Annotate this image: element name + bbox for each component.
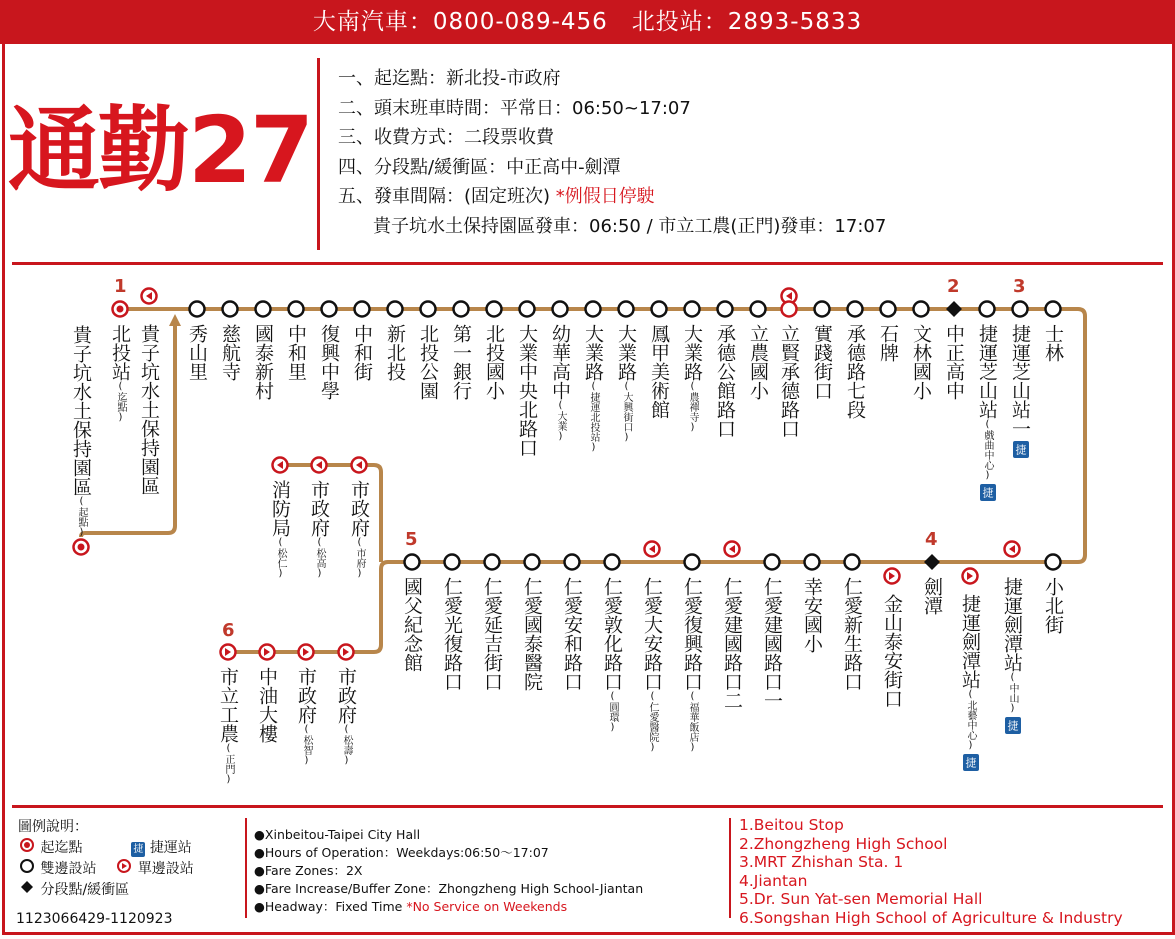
stop-name: 消防局 — [269, 480, 291, 537]
stop-label — [910, 324, 932, 400]
route-title: 通勤27 — [8, 97, 313, 204]
stop-label — [811, 324, 833, 400]
stop-name: 市政府 — [335, 667, 357, 724]
stop-name: 仁愛國泰醫院 — [521, 577, 543, 691]
stop-two-way — [805, 555, 820, 570]
mrt-station-icon: 捷 — [133, 844, 144, 855]
stop-sub: (戲曲中心) — [982, 419, 993, 481]
stop-label — [186, 324, 208, 381]
stop-label — [483, 324, 505, 400]
stop-name: 幸安國小 — [801, 577, 823, 653]
stop-two-way — [388, 302, 403, 317]
english-line: ●Xinbeitou-Taipei City Hall — [254, 827, 421, 842]
stop-name: 慈航寺 — [219, 324, 241, 381]
stop-name: 大業路 — [615, 324, 637, 381]
stop-label — [335, 667, 357, 766]
bottom-divider — [12, 805, 1163, 808]
stop-two-way — [652, 302, 667, 317]
stop-two-way — [685, 302, 700, 317]
stop-label — [841, 577, 863, 691]
stop-name: 市立工農 — [217, 667, 239, 743]
stop-label — [285, 324, 307, 381]
stop-two-way — [485, 555, 500, 570]
stop-two-way — [718, 302, 733, 317]
stop-label — [561, 577, 583, 691]
stop-sub: (正門) — [223, 743, 234, 785]
stop-name: 承德公館路口 — [714, 324, 736, 438]
stop-sub: (農禪寺) — [687, 381, 698, 433]
legend-title: 圖例說明： — [18, 819, 88, 835]
stop-name: 北投站 — [109, 324, 131, 381]
stop-label — [1042, 577, 1064, 634]
legend-mrt-label: 捷運站 — [149, 840, 192, 856]
landmark-number: 1 — [114, 276, 127, 297]
landmark-note: 4.Jiantan — [739, 871, 808, 890]
stop-name: 立農國小 — [747, 324, 769, 400]
stop-name: 北投國小 — [483, 324, 505, 400]
stop-name: 大業路 — [582, 324, 604, 381]
info-line: 三、收費方式：二段票收費 — [338, 127, 554, 148]
mrt-station-icon: 捷 — [980, 484, 996, 501]
stop-label — [615, 324, 637, 443]
stop-label — [844, 324, 866, 419]
stop-sub: (起點) — [76, 496, 87, 538]
stop-label — [217, 667, 239, 785]
stop-two-way — [445, 555, 460, 570]
stop-label — [516, 324, 538, 457]
english-info — [254, 826, 643, 916]
stop-name: 實踐街口 — [811, 324, 833, 400]
route-arrow — [169, 314, 181, 326]
stop-name: 國父紀念館 — [401, 577, 423, 672]
info-line: 一、起迄點：新北投-市政府 — [338, 68, 561, 89]
stop-label — [1042, 324, 1064, 362]
stop-name: 承德路七段 — [844, 324, 866, 419]
stop-name: 捷運劍潭站 — [1001, 577, 1023, 672]
stop-label — [401, 577, 423, 672]
stop-label — [877, 324, 899, 362]
stop-two-way — [619, 302, 634, 317]
landmark-number: 4 — [925, 529, 938, 550]
stop-sub: (北藝中心) — [965, 689, 976, 751]
stop-two-way — [605, 555, 620, 570]
stop-label — [417, 324, 439, 400]
legend-two-way-label: 雙邊設站 — [40, 861, 97, 877]
landmark-note: 2.Zhongzheng High School — [739, 834, 948, 853]
stop-two-way — [190, 302, 205, 317]
english-headway-note: *No Service on Weekends — [406, 899, 568, 914]
mrt-station-icon: 捷 — [963, 754, 979, 771]
stop-name: 中油大樓 — [256, 667, 278, 743]
stop-label — [761, 577, 783, 710]
stop-two-way — [553, 302, 568, 317]
two-way-stop-icon — [18, 859, 36, 880]
stop-label — [681, 577, 703, 753]
landmark-number: 6 — [222, 620, 235, 641]
legend-terminal-label: 起迄點 — [40, 840, 83, 856]
stop-name: 大業中央北路口 — [516, 324, 538, 457]
stop-name: 市政府 — [348, 480, 370, 537]
stop-name: 捷運劍潭站 — [959, 594, 981, 689]
legend-divider — [245, 818, 247, 918]
stop-name: 小北街 — [1042, 577, 1064, 634]
stop-sub: (松高) — [314, 537, 325, 579]
stop-name: 中正高中 — [943, 324, 965, 400]
stop-name: 市政府 — [308, 480, 330, 537]
stop-sub: (仁愛醫院) — [647, 691, 658, 753]
stop-two-way — [848, 302, 863, 317]
stop-label — [138, 324, 160, 495]
landmark-number: 5 — [405, 529, 418, 550]
stop-two-way — [586, 302, 601, 317]
stop-beitou-dot — [117, 306, 124, 313]
stop-name: 捷運芝山站一 — [1009, 324, 1031, 438]
stop-two-way — [322, 302, 337, 317]
stop-label — [219, 324, 241, 381]
stop-two-way — [525, 555, 540, 570]
stop-two-way — [881, 302, 896, 317]
stop-name: 立賢承德路口 — [778, 324, 800, 438]
english-line: ●Fare Zones：2X — [254, 863, 363, 878]
landmark-number: 2 — [947, 276, 960, 297]
stop-label — [747, 324, 769, 400]
stop-label — [648, 324, 670, 419]
stop-name: 仁愛延吉街口 — [481, 577, 503, 691]
stop-two-way — [223, 302, 238, 317]
landmark-note: 6.Songshan High School of Agriculture & Industry — [739, 908, 1123, 927]
english-line: ●Fare Increase/Buffer Zone：Zhongzheng High School-Jiantan — [254, 881, 644, 896]
info-headway-note: *例假日停駛 — [555, 186, 655, 207]
landmark-number: 3 — [1013, 276, 1026, 297]
stop-name: 新北投 — [384, 324, 406, 381]
stop-label — [252, 324, 274, 400]
legend — [18, 817, 194, 901]
stop-label — [450, 324, 472, 400]
terminal-stop-icon — [18, 838, 36, 859]
stop-label — [269, 480, 291, 579]
stop-label — [481, 577, 503, 691]
stop-name: 鳳甲美術館 — [648, 324, 670, 419]
stop-name: 仁愛安和路口 — [561, 577, 583, 691]
stop-sub: (迄點) — [115, 381, 126, 423]
landmark-note: 3.MRT Zhishan Sta. 1 — [739, 853, 904, 871]
stop-name: 第一銀行 — [450, 324, 472, 400]
stop-sub: (大業) — [555, 400, 566, 442]
stop-sub: (市府) — [354, 537, 365, 579]
stop-label — [959, 594, 981, 771]
stop-two-way — [454, 302, 469, 317]
stop-two-way — [520, 302, 535, 317]
stop-label — [256, 667, 278, 743]
stop-label — [348, 480, 370, 579]
stop-name: 幼華高中 — [549, 324, 571, 400]
stop-sub: (松壽) — [341, 724, 352, 766]
stop-label — [1009, 324, 1031, 458]
stop-label — [801, 577, 823, 653]
stop-label — [714, 324, 736, 438]
stop-label — [549, 324, 571, 442]
stop-label — [521, 577, 543, 691]
stop-label — [384, 324, 406, 381]
stop-two-way — [815, 302, 830, 317]
stop-label — [721, 577, 743, 710]
info-headway: 五、發車間隔：(固定班次) — [338, 186, 551, 207]
stop-two-way — [421, 302, 436, 317]
stop-two-way — [1046, 555, 1061, 570]
stop-two-way — [405, 555, 420, 570]
stop-name: 金山泰安街口 — [881, 594, 903, 708]
stop-label — [582, 324, 604, 453]
stop-sub: (圓環) — [607, 691, 618, 733]
english-headway: ●Headway：Fixed Time — [254, 899, 403, 914]
info-line: 四、分段點/緩衝區：中正高中-劍潭 — [338, 156, 621, 178]
stop-label — [881, 594, 903, 708]
stop-name: 貴子坑水土保持園區 — [138, 324, 160, 495]
stop-two-way — [355, 302, 370, 317]
stop-name: 仁愛新生路口 — [841, 577, 863, 691]
stop-name: 仁愛建國路口一 — [761, 577, 783, 710]
landmark-note: 5.Dr. Sun Yat-sen Memorial Hall — [739, 890, 983, 908]
mrt-station-icon: 捷 — [1005, 717, 1021, 734]
stop-name: 士林 — [1042, 324, 1064, 362]
stop-origin-dot — [78, 544, 85, 551]
stop-name: 中和里 — [285, 324, 307, 381]
stop-name: 國泰新村 — [252, 324, 274, 400]
stop-two-way — [565, 555, 580, 570]
stop-two-way — [685, 555, 700, 570]
stop-label — [976, 324, 998, 501]
stop-name: 劍潭 — [921, 577, 943, 615]
stop-sub: (中山) — [1007, 672, 1018, 714]
stop-label — [641, 577, 663, 753]
stop-name: 文林國小 — [910, 324, 932, 400]
stop-name: 復興中學 — [318, 324, 340, 400]
stop-two-way — [487, 302, 502, 317]
stop-label — [601, 577, 623, 733]
stop-two-way — [845, 555, 860, 570]
stop-label — [109, 324, 131, 423]
info-line: 貴子坑水土保持園區發車：06:50 / 市立工農(正門)發車：17:07 — [373, 215, 887, 237]
stop-fare-zone — [946, 301, 962, 317]
stop-two-way — [765, 555, 780, 570]
stop-name: 中和街 — [351, 324, 373, 381]
stop-name: 仁愛大安路口 — [641, 577, 663, 691]
landmark-notes — [739, 816, 1123, 927]
stop-label — [441, 577, 463, 691]
legend-one-way-label: 單邊設站 — [137, 861, 194, 877]
stop-label — [70, 325, 92, 538]
stop-two-way — [980, 302, 995, 317]
stop-name: 市政府 — [295, 667, 317, 724]
english-line: ●Hours of Operation：Weekdays:06:50～17:07 — [254, 845, 549, 860]
mrt-station-icon: 捷 — [1013, 441, 1029, 458]
stop-sub: (捷運北投站) — [588, 381, 599, 453]
legend-fare-zone-label: 分段點/緩衝區 — [40, 882, 130, 898]
stop-label — [351, 324, 373, 381]
stop-label — [943, 324, 965, 400]
stop-hidden — [782, 302, 797, 317]
stop-name: 大業路 — [681, 324, 703, 381]
stop-label — [921, 577, 943, 615]
stop-two-way — [751, 302, 766, 317]
notes-divider — [729, 818, 731, 918]
stop-name: 石牌 — [877, 324, 899, 362]
header-text: 大南汽車：0800-089-456 北投站：2893-5833 — [312, 9, 863, 35]
stop-label — [318, 324, 340, 400]
poster-code: 1123066429-1120923 — [16, 911, 173, 927]
stop-two-way — [914, 302, 929, 317]
stop-name: 北投公園 — [417, 324, 439, 400]
stop-name: 仁愛敦化路口 — [601, 577, 623, 691]
fare-zone-point-icon — [18, 880, 36, 901]
stop-name: 仁愛復興路口 — [681, 577, 703, 691]
stop-label — [681, 324, 703, 433]
stop-label — [295, 667, 317, 766]
stop-sub: (大興街口) — [621, 381, 632, 443]
stop-name: 仁愛建國路口二 — [721, 577, 743, 710]
stop-two-way — [1046, 302, 1061, 317]
stop-sub: (松仁) — [275, 537, 286, 579]
info-line: 二、頭末班車時間：平常日：06:50~17:07 — [338, 97, 691, 119]
stop-name: 秀山里 — [186, 324, 208, 381]
stop-label — [1001, 577, 1023, 734]
stop-two-way — [1013, 302, 1028, 317]
stop-sub: (松智) — [301, 724, 312, 766]
stop-fare-zone — [924, 554, 940, 570]
stop-label — [778, 324, 800, 438]
stop-name: 捷運芝山站 — [976, 324, 998, 419]
landmark-note: 1.Beitou Stop — [739, 816, 844, 834]
stop-label — [308, 480, 330, 579]
stop-name: 貴子坑水土保持園區 — [70, 325, 92, 496]
stop-two-way — [256, 302, 271, 317]
one-way-stop-icon — [115, 859, 133, 880]
stop-sub: (福華飯店) — [687, 691, 698, 753]
stop-name: 仁愛光復路口 — [441, 577, 463, 691]
stop-two-way — [289, 302, 304, 317]
